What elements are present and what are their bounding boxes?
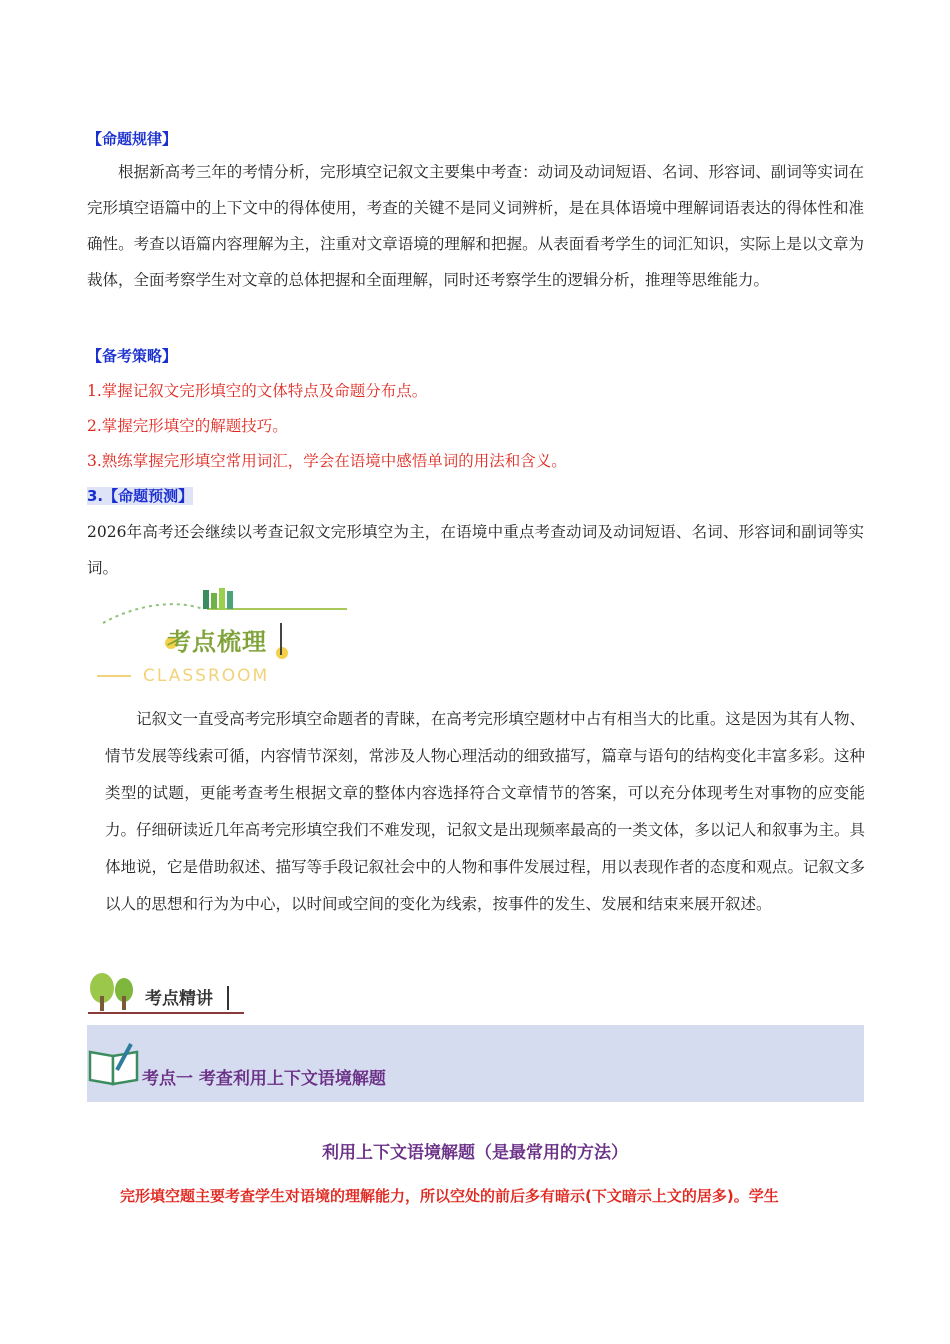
book-icon bbox=[203, 590, 209, 609]
section-center-title: 利用上下文语境解题（是最常用的方法） bbox=[322, 1143, 628, 1163]
paragraph-mingti-guilv: 根据新高考三年的考情分析，完形填空记叙文主要集中考查：动词及动词短语、名词、形容词、副词等实词在完形填空语篇中的上下文中的得体使用，考查的关键不是同义词辨析，是在具体语境中理解词语表达的得体性和准确性。考查以语篇内容理解为主，注重对文章语境的理解和把握。从表面看考学生的词汇知识，实际上是以文章为裁体，全面考察学生对文章的总体把握和全面理解，同时还考察学生的逻辑分析，推理等思维能力。 bbox=[87, 163, 864, 289]
strategy-item-3: 3.熟练掌握完形填空常用词汇，学会在语境中感悟单词的用法和含义。 bbox=[87, 452, 567, 470]
book-pencil-icon bbox=[87, 1040, 142, 1088]
heading-beikao-celue: 【备考策略】 bbox=[87, 347, 178, 365]
kaodian-shuli-title: 考点梳理 bbox=[167, 628, 267, 656]
strategy-item-2: 2.掌握完形填空的解题技巧。 bbox=[87, 417, 288, 435]
kaodian-shuli-subtitle: CLASSROOM bbox=[143, 666, 270, 686]
kaodian-yi-title: 考点一 考查利用上下文语境解题 bbox=[142, 1069, 386, 1089]
intro-red-line: 完形填空题主要考查学生对语境的理解能力，所以空处的前后多有暗示(下文暗示上文的居多)。学生 bbox=[120, 1187, 779, 1205]
strategy-item-1: 1.掌握记叙文完形填空的文体特点及命题分布点。 bbox=[87, 382, 428, 400]
heading-mingti-yuce bbox=[87, 478, 864, 514]
heading-mingti-guilv: 【命题规律】 bbox=[87, 130, 178, 148]
dotted-curve-left bbox=[103, 604, 203, 623]
paragraph-kaodian-shuli: 记叙文一直受高考完形填空命题者的青睐，在高考完形填空题材中占有相当大的比重。这是因为其有人物、情节发展等线索可循，内容情节深刻，常涉及人物心理活动的细致描写，篇章与语句的结构变化丰富多彩。这种类型的试题，更能考查考生根据文章的整体内容选择符合文章情节的答案，可以充分体现考生对事物的应变能力。仔细研读近几年高考完形填空我们不难发现，记叙文是出现频率最高的一类文体，多以记人和叙事为主。具体地说，它是借助叙述、描写等手段记叙社会中的人物和事件发展过程，用以表现作者的态度和观点。记叙文多以人的思想和行为为中心，以时间或空间的变化为线索，按事件的发生、发展和结束来展开叙述。 bbox=[105, 710, 865, 913]
heading-highlight: 3.【命题预测】 bbox=[87, 487, 194, 505]
kaodian-jingjiang-title: 考点精讲 bbox=[145, 989, 213, 1009]
paragraph-mingti-yuce: 2026年高考还会继续以考查记叙文完形填空为主，在语境中重点考查动词及动词短语、名词、形容词和副词等实词。 bbox=[87, 523, 864, 577]
